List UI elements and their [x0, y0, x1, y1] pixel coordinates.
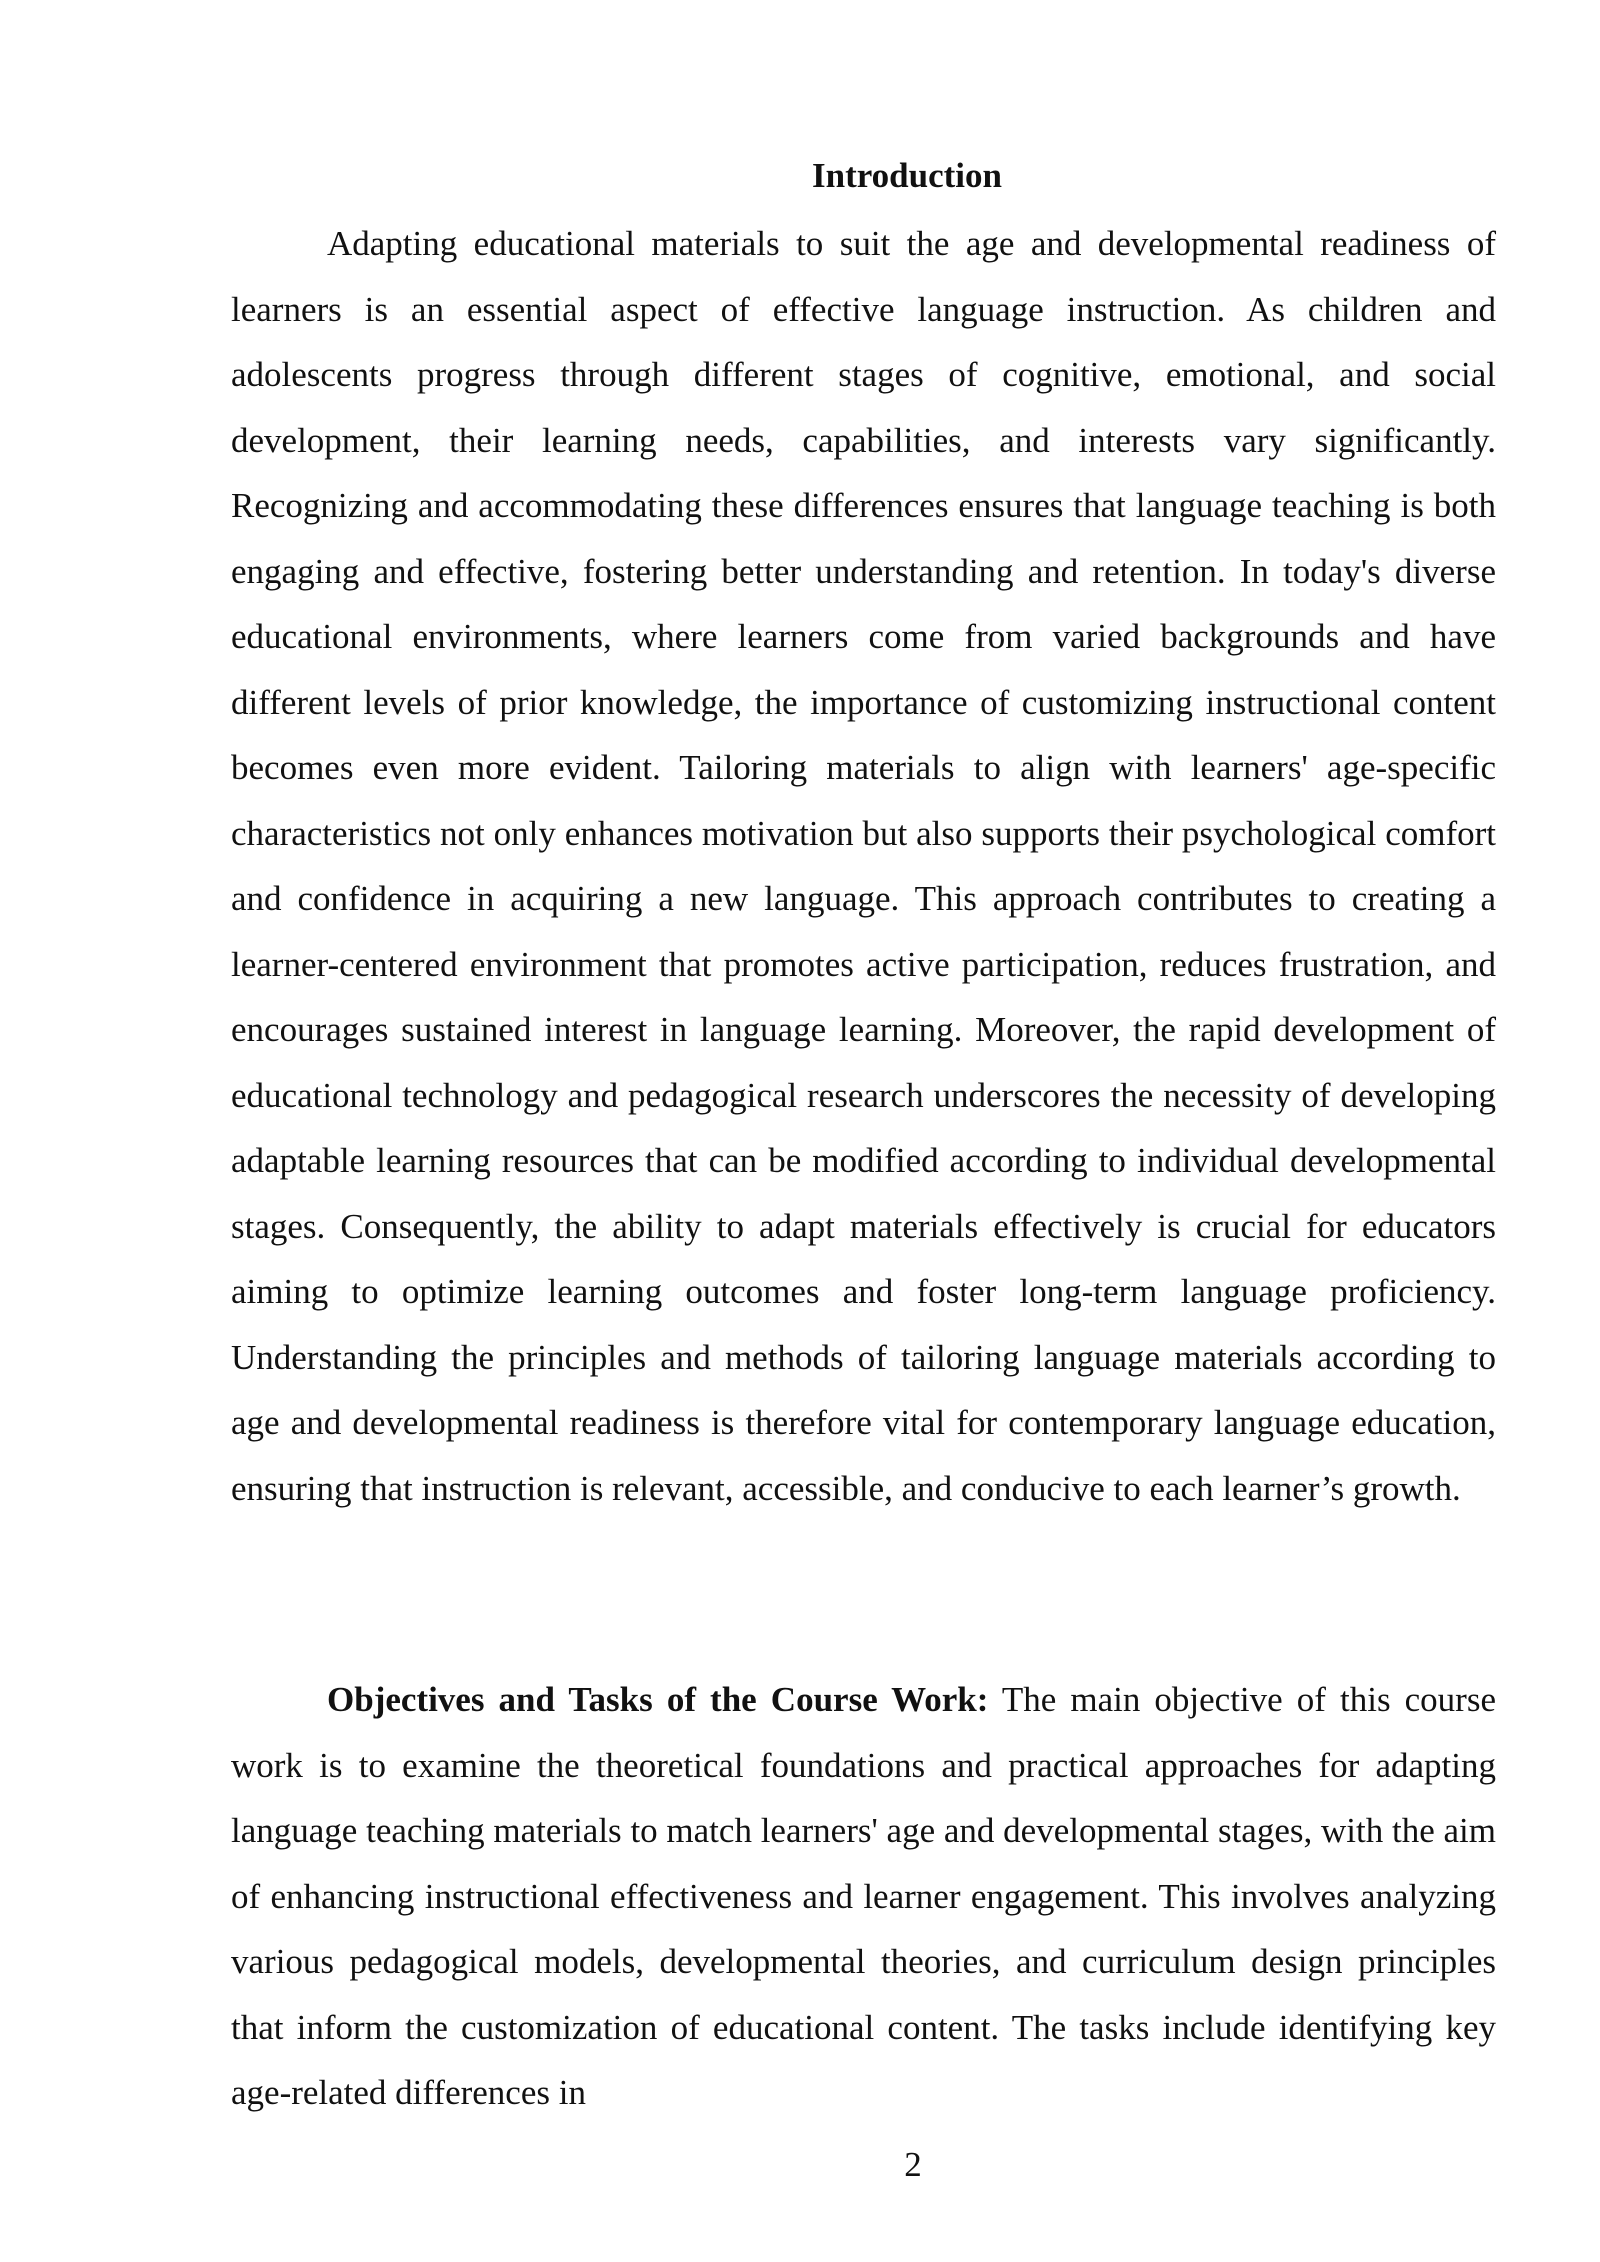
objectives-heading: Objectives and Tasks of the Course Work: [327, 1680, 989, 1719]
section-heading: Introduction [812, 156, 1002, 195]
introduction-paragraph: Adapting educational materials to suit the age and developmental readiness of learners is an essential aspect of effective language instruction. As children and adolescents progress through different stages of cognitive, emotional, and social development, their learning needs, capabilities, and interests vary significantly. Recognizing and accommodating these differences ensures that language teaching is both engaging and effective, fostering better understanding and retention. In today's diverse educational environments, where learners come from varied backgrounds and have different levels of prior knowledge, the importance of customizing instructional content becomes even more evident. Tailoring materials to align with learners' age-specific characteristics not only enhances motivation but also supports their psychological comfort and confidence in acquiring a new language. This approach contributes to creating a learner-centered environment that promotes active participation, reduces frustration, and encourages sustained interest in language learning. Moreover, the rapid development of educational technology and pedagogical research underscores the necessity of developing adaptable learning resources that can be modified according to individual developmental stages. Consequently, the ability to adapt materials effectively is crucial for educators aiming to optimize learning outcomes and foster long-term language proficiency. Understanding the principles and methods of tailoring language materials according to age and developmental readiness is therefore vital for contemporary language education, ensuring that instruction is relevant, accessible, and conducive to each learner’s growth. [231, 224, 1496, 1508]
objectives-paragraph [231, 1667, 1496, 2126]
objectives-text: The main objective of this course work is to examine the theoretical foundations and practical approaches for adapting language teaching materials to match learners' age and developmental stages, with the aim of enhancing instructional effectiveness and learner engagement. This involves analyzing various pedagogical models, developmental theories, and curriculum design principles that inform the customization of educational content. The tasks include identifying key age-related differences in [231, 1680, 1496, 2112]
page-number: 2 [904, 2145, 922, 2184]
